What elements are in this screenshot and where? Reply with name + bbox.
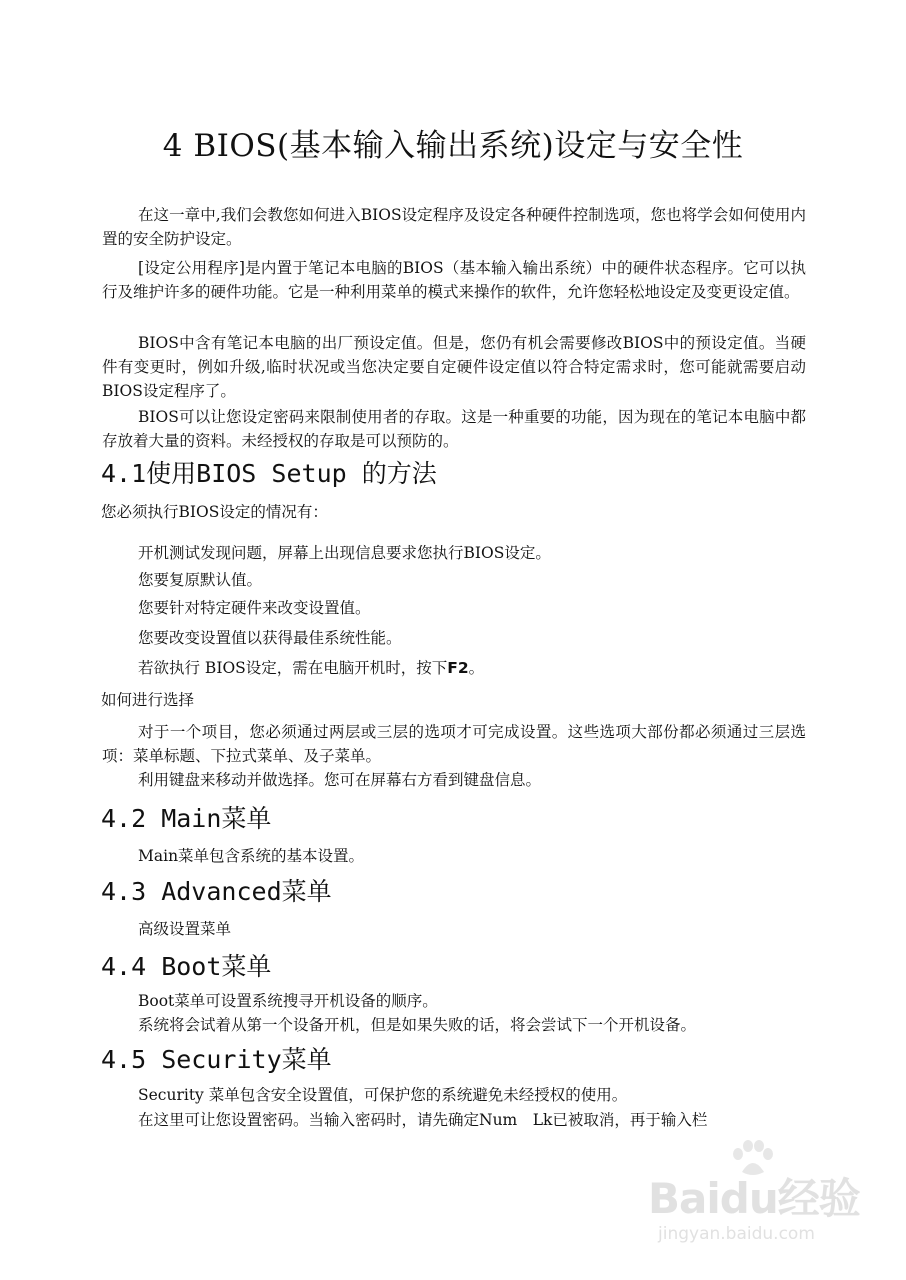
advanced-menu-text: 高级设置菜单 [138, 920, 232, 938]
intro-paragraph-3: BIOS中含有笔记本电脑的出厂预设定值。但是，您仍有机会需要修改BIOS中的预设定值。当硬件有变更时，例如升级,临时状况或当您决定要自定硬件设定值以符合特定需求时，您可能就需要启动BIOS设定程序了。 [102, 334, 806, 400]
page-title: 4 BIOS(基本输入输出系统)设定与安全性 [162, 128, 744, 164]
list-item: 您要复原默认值。 [138, 571, 263, 589]
section-heading-4-2: 4.2 Main菜单 [101, 804, 272, 833]
intro-paragraph-2: [设定公用程序]是内置于笔记本电脑的BIOS（基本输入输出系统）中的硬件状态程序。它可以执行及维护许多的硬件功能。它是一种利用菜单的模式来操作的软件，允许您轻松地设定及变更设定值。 [102, 259, 806, 301]
boot-menu-line-1: Boot菜单可设置系统搜寻开机设备的顺序。 [138, 992, 438, 1010]
baidu-watermark [640, 1140, 870, 1255]
list-item: 您要改变设置值以获得最佳系统性能。 [138, 629, 402, 647]
watermark-brand: Baidu经验 [648, 1174, 860, 1223]
intro-paragraph-4: BIOS可以让您设定密码来限制使用者的存取。这是一种重要的功能，因为现在的笔记本电脑中都存放着大量的资料。未经授权的存取是可以预防的。 [102, 408, 806, 450]
f2-instruction-text: 若欲执行 BIOS设定，需在电脑开机时，按下 [138, 659, 448, 677]
f2-key-label: F2 [447, 659, 469, 677]
select-heading: 如何进行选择 [101, 691, 195, 709]
list-item: 开机测试发现问题，屏幕上出现信息要求您执行BIOS设定。 [138, 544, 551, 562]
list-item: 您要针对特定硬件来改变设置值。 [138, 599, 371, 617]
section-heading-4-4: 4.4 Boot菜单 [101, 952, 272, 981]
section-subheading-bios-cases: 您必须执行BIOS设定的情况有： [101, 503, 328, 521]
f2-instruction-end: 。 [468, 659, 485, 677]
security-menu-line-1: Security 菜单包含安全设置值，可保护您的系统避免未经授权的使用。 [138, 1086, 628, 1104]
section-heading-4-3: 4.3 Advanced菜单 [101, 877, 332, 906]
section-heading-4-5: 4.5 Security菜单 [101, 1045, 332, 1074]
f2-instruction [138, 656, 484, 680]
main-menu-text: Main菜单包含系统的基本设置。 [138, 847, 365, 865]
boot-menu-line-2: 系统将会试着从第一个设备开机，但是如果失败的话，将会尝试下一个开机设备。 [138, 1016, 697, 1034]
security-menu-line-2: 在这里可让您设置密码。当输入密码时，请先确定Num Lk已被取消，再于输入栏 [138, 1111, 708, 1129]
keyboard-info-line: 利用键盘来移动并做选择。您可在屏幕右方看到键盘信息。 [138, 771, 542, 789]
section-heading-4-1: 4.1使用BIOS Setup 的方法 [101, 459, 437, 488]
intro-paragraph-1: 在这一章中,我们会教您如何进入BIOS设定程序及设定各种硬件控制选项，您也将学会如何使用内置的安全防护设定。 [102, 206, 806, 248]
select-paragraph: 对于一个项目，您必须通过两层或三层的选项才可完成设置。这些选项大部份都必须通过三层选项：菜单标题、下拉式菜单、及子菜单。 [102, 723, 806, 765]
watermark-url: jingyan.baidu.com [658, 1224, 815, 1244]
